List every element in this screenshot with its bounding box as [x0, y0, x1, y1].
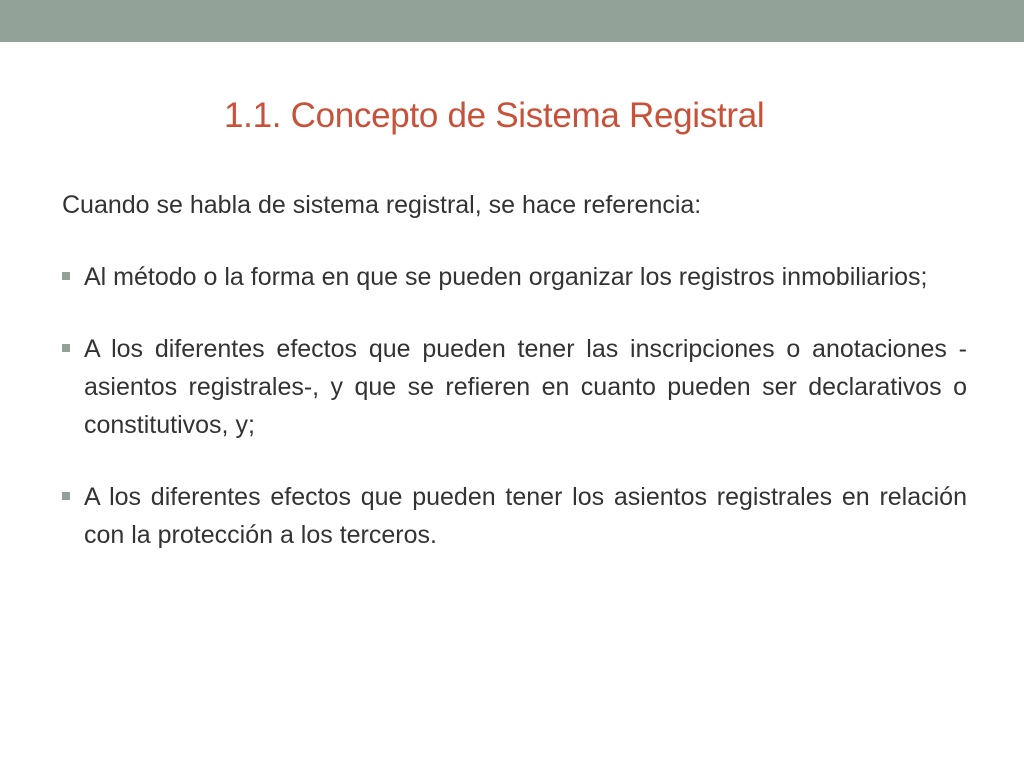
bullet-item — [62, 478, 967, 554]
square-bullet-icon — [62, 492, 70, 500]
top-accent-band — [0, 0, 1024, 42]
slide-body — [62, 186, 967, 588]
bullet-item — [62, 258, 967, 296]
bullet-text: Al método o la forma en que se pueden organizar los registros inmobiliarios; — [84, 263, 928, 291]
bullet-text: A los diferentes efectos que pueden tener los asientos registrales en relación con la protección a los terceros. — [84, 483, 967, 549]
square-bullet-icon — [62, 344, 70, 352]
bullet-list — [62, 258, 967, 554]
slide-title: 1.1. Concepto de Sistema Registral — [224, 96, 765, 135]
bullet-text: A los diferentes efectos que pueden tener las inscripciones o anotaciones -asientos registrales-, y que se refieren en cuanto pueden ser declarativos o constitutivos, y; — [84, 335, 967, 439]
square-bullet-icon — [62, 272, 70, 280]
intro-text: Cuando se habla de sistema registral, se hace referencia: — [62, 191, 702, 219]
bullet-item — [62, 330, 967, 444]
